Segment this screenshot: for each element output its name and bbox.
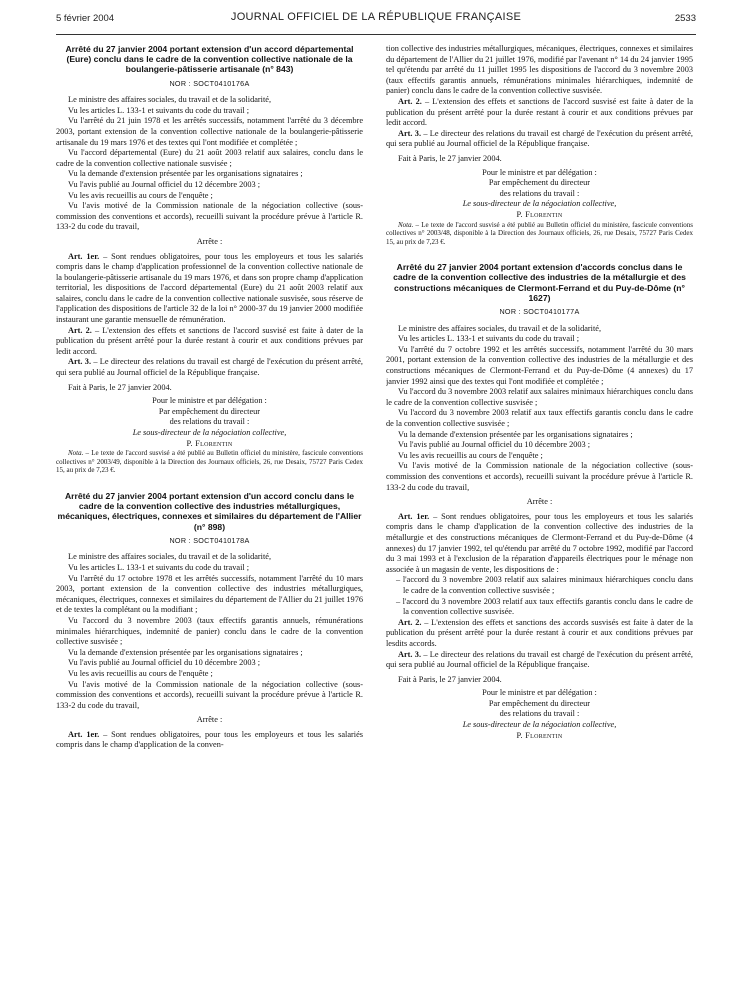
paragraph: Vu l'avis motivé de la Commission nationale de la négociation collective (sous-commission des conventions et accords), recueilli suivant la procédure prévue à l'article R. 133-2 du code du travail, [56, 679, 363, 710]
nota [56, 449, 363, 475]
paragraph: Vu l'arrêté du 17 octobre 1978 et les arrêtés successifs, notamment l'arrêté du 10 mars 2003, portant extension de la convention collective des industries métallurgiques, mécaniques, électriques, connexes et similaires du département de l'Allier du 21 juillet 1976 et de textes la complétant ou la modifiant ; [56, 573, 363, 615]
paragraph: Vu l'avis publié au Journal officiel du 10 décembre 2003 ; [398, 440, 591, 450]
article-text: – Sont rendues obligatoires, pour tous les employeurs et tous les salariés compris dans le champ d'application professionnel de la convention collective nationale de la boulangerie-pâtisserie artisanale du 19 mars 1976, et dans son propre champ d'application territorial, les dispositions de l'accord départemental (Eure) du 21 août 2003 relatif aux salaires, conclu dans le cadre de la convention collective nationale susvisée, sous réserve de l'application des dispositions de l'article 32 de la loi n° 2000-37 du 19 janvier 2000 modifiée instaurant une garantie mensuelle de rémunération. [56, 251, 363, 325]
signature-line: des relations du travail : [169, 417, 250, 427]
article-label: Art. 1er. [68, 251, 100, 261]
paragraph: Vu l'avis motivé de la Commission nationale de la négociation collective (sous-commission des conventions et accords), recueilli suivant la procédure prévue à l'article R. 133-2 du code du travail, [56, 201, 363, 232]
paragraph: Vu l'avis publié au Journal officiel du 12 décembre 2003 ; [68, 179, 261, 189]
article-3 [56, 357, 363, 378]
header-page-number: 2533 [674, 13, 696, 24]
article-2 [386, 97, 693, 129]
article-2 [386, 618, 693, 650]
header-date: 5 février 2004 [56, 13, 115, 24]
paragraph: Vu la demande d'extension présentée par les organisations signataires ; [398, 429, 633, 439]
decree-allier-continued [386, 44, 693, 246]
signature-line: Pour le ministre et par délégation : [152, 396, 267, 406]
nor-reference: NOR : SOCT0410177A [499, 307, 580, 317]
nota-text: – Le texte de l'accord susvisé a été publié au Bulletin officiel du ministère, fascicule conventions collectives n° 2003/49, disponible à la Direction des Journaux officiels, 26, rue Desaix, 75727 Paris Cedex 15, au prix de 7,23 €. [56, 449, 363, 475]
paragraph: Le ministre des affaires sociales, du travail et de la solidarité, [398, 323, 602, 333]
paragraph: Vu l'accord départemental (Eure) du 21 août 2003 relatif aux salaires, conclu dans le cadre de la convention collective nationale susvisée ; [56, 148, 363, 168]
nota-label: Nota. [68, 449, 84, 458]
right-column [386, 44, 693, 988]
decree-boulangerie [56, 44, 363, 475]
article-text: – Sont rendues obligatoires, pour tous les employeurs et tous les salariés compris dans le champ d'application de la convention collective des industries de la métallurgie et des constructions mécaniques de Clermont-Ferrand et du Puy-de-Dôme (4 annexes) du 17 janvier 1992, tel qu'étendu par arrêté du 7 octobre 1992, modifié par l'accord du 3 mai 1993 et à l'exclusion de la réparation d'appareils électriques pour le ménage non associée à un magasin de vente, les dispositions de : [386, 511, 693, 574]
article-text: – L'extension des effets et sanctions de l'accord susvisé est faite à dater de la publication du présent arrêté pour la durée restant à courir et aux conditions prévues par ledit accord. [56, 325, 363, 356]
paragraph: Vu les avis recueillis au cours de l'enquête ; [68, 668, 213, 678]
decree-title: Arrêté du 27 janvier 2004 portant extension d'un accord conclu dans le cadre de la convention collective des industries métallurgiques, mécaniques, électriques, connexes et similaires du département de l'Allier (n° 898) [57, 490, 362, 532]
signature-date: Fait à Paris, le 27 janvier 2004. [398, 153, 502, 163]
article-1-continued: tion collective des industries métallurgiques, mécaniques, électriques, connexes et similaires du département de l'Allier du 21 juillet 1976, modifié par l'avenant n° 14 du 24 janvier 1995 tel qu'étendu par arrêté du 11 juillet 1995 les dispositions de l'accord du 3 novembre 2003 (taux effectifs garantis annuels, rémunérations minimales hiérarchiques, indemnité de panier) conclu dans le cadre de la convention collective susvisée. [386, 44, 693, 96]
paragraph: Vu les articles L. 133-1 et suivants du code du travail ; [398, 334, 580, 344]
nota-label: Nota. [398, 220, 414, 229]
article-3 [386, 129, 693, 150]
article-1 [56, 730, 363, 751]
signature-line: Par empêchement du directeur [488, 698, 591, 708]
nota [386, 221, 693, 247]
signature-date: Fait à Paris, le 27 janvier 2004. [68, 382, 172, 392]
arrete-heading: Arrête : [526, 497, 553, 507]
article-text: – L'extension des effets et sanctions de l'accord susvisé est faite à dater de la publication du présent arrêté pour la durée restant à courir et aux conditions prévues par ledit accord. [386, 96, 693, 128]
signature-line: Pour le ministre et par délégation : [482, 167, 597, 177]
paragraph: Vu l'arrêté du 21 juin 1978 et les arrêtés successifs, notamment l'arrêté du 3 décembre 2003, portant extension de la convention collective nationale de la boulangerie-pâtisserie artisanale du 19 mars 1976 et des textes qui l'ont modifiée et complétée ; [56, 116, 363, 147]
article-label: Art. 3. [68, 357, 92, 367]
paragraph: Vu l'avis motivé de la Commission nationale de la négociation collective (sous-commission des conventions et accords), recueilli suivant la procédure prévue à l'article R. 133-2 du code du travail, [386, 461, 693, 492]
paragraph: Vu l'avis publié au Journal officiel du 10 décembre 2003 ; [68, 658, 261, 668]
list-item: – l'accord du 3 novembre 2003 relatif aux taux effectifs garantis conclu dans le cadre de la convention collective susvisée. [396, 596, 693, 617]
paragraph: Vu l'accord du 3 novembre 2003 relatif aux taux effectifs garantis conclu dans le cadre de la convention collective susvisée ; [386, 408, 693, 429]
article-label: Art. 2. [68, 325, 92, 335]
article-label: Art. 3. [398, 649, 422, 659]
paragraph: Vu les avis recueillis au cours de l'enquête ; [398, 450, 543, 460]
article-1 [386, 512, 693, 576]
dispositions-list [386, 575, 693, 617]
decree-clermont-ferrand [386, 262, 693, 741]
nor-reference: NOR : SOCT0410176A [169, 78, 250, 88]
paragraph: Vu les articles L. 133-1 et suivants du code du travail ; [68, 105, 250, 115]
paragraph: Vu la demande d'extension présentée par les organisations signataires ; [68, 647, 303, 657]
decree-allier [56, 491, 363, 751]
left-column [56, 44, 363, 988]
paragraph: Le ministre des affaires sociales, du travail et de la solidarité, [68, 95, 272, 105]
signatory-name: P. Florentin [516, 730, 563, 740]
paragraph: Vu la demande d'extension présentée par les organisations signataires ; [68, 169, 303, 179]
signature-line: Par empêchement du directeur [158, 406, 261, 416]
article-text: – Le directeur des relations du travail est chargé de l'exécution du présent arrêté, qui sera publié au Journal officiel de la République française. [56, 357, 363, 378]
arrete-heading: Arrête : [196, 715, 223, 725]
decree-title: Arrêté du 27 janvier 2004 portant extension d'accords conclus dans le cadre de la convention collective des industries de la métallurgie et des constructions mécaniques de Clermont-Ferrand et du Puy-de-Dôme (n° 1627) [393, 262, 686, 303]
nota-text: – Le texte de l'accord susvisé a été publié au Bulletin officiel du ministère, fascicule conventions collectives n° 2003/48, disponible à la Direction des Journaux officiels, 26, rue Desaix, 75727 Paris Cedex 15, au prix de 7,23 €. [386, 220, 693, 246]
article-text: – Le directeur des relations du travail est chargé de l'exécution du présent arrêté, qui sera publié au Journal officiel de la République française. [386, 128, 693, 149]
paragraph: Vu l'accord du 3 novembre 2003 relatif aux salaires minimaux hiérarchiques conclu dans le cadre de la convention collective susvisée ; [386, 387, 693, 407]
signature-line: Par empêchement du directeur [488, 178, 591, 188]
arrete-heading: Arrête : [196, 236, 223, 246]
article-text: – Le directeur des relations du travail est chargé de l'exécution du présent arrêté, qui sera publié au Journal officiel de la République française. [386, 649, 693, 670]
signatory-name: P. Florentin [516, 209, 563, 219]
signature-line: Pour le ministre et par délégation : [482, 688, 597, 698]
nor-reference: NOR : SOCT0410178A [169, 535, 250, 545]
article-text: – Sont rendues obligatoires, pour tous les employeurs et tous les salariés compris dans le champ d'application de la conven- [56, 729, 363, 750]
decree-title: Arrêté du 27 janvier 2004 portant extension d'un accord départemental (Eure) conclu dans le cadre de la convention collective nationale de la boulangerie-pâtisserie artisanale (n° 843) [65, 44, 354, 75]
article-label: Art. 2. [398, 96, 422, 106]
article-3 [386, 650, 693, 671]
paragraph: Le ministre des affaires sociales, du travail et de la solidarité, [68, 552, 272, 562]
article-text: – L'extension des effets et sanctions des accords susvisés est faite à dater de la publication du présent arrêté pour la durée restant à courir et aux conditions prévues par lesdits accords. [386, 617, 693, 648]
signatory-name: P. Florentin [186, 438, 233, 448]
paragraph: Vu l'arrêté du 7 octobre 1992 et les arrêtés successifs, notamment l'arrêté du 30 mars 2001, portant extension de la convention collective des industries de la métallurgie et des constructions mécaniques de Clermont-Ferrand et du Puy-de-Dôme (4 annexes) du 17 janvier 1992 ainsi que des textes qui l'ont modifiée et complétée ; [386, 344, 693, 386]
signature-line: des relations du travail : [499, 709, 580, 719]
article-label: Art. 1er. [68, 729, 100, 739]
page-header [56, 10, 696, 28]
signature-line: des relations du travail : [499, 188, 580, 198]
list-item: – l'accord du 3 novembre 2003 relatif aux salaires minimaux hiérarchiques conclu dans le cadre de la convention collective susvisée ; [396, 575, 693, 595]
signature-title: Le sous-directeur de la négociation collective, [462, 199, 617, 209]
article-label: Art. 3. [398, 128, 422, 138]
header-rule [56, 34, 696, 35]
signature-date: Fait à Paris, le 27 janvier 2004. [398, 674, 502, 684]
article-label: Art. 2. [398, 617, 422, 627]
article-1 [56, 252, 363, 326]
article-2 [56, 326, 363, 358]
article-label: Art. 1er. [398, 511, 430, 521]
signature-title: Le sous-directeur de la négociation collective, [462, 720, 617, 730]
paragraph: Vu les articles L. 133-1 et suivants du code du travail ; [68, 562, 250, 572]
paragraph: Vu l'accord du 3 novembre 2003 (taux effectifs garantis annuels, rémunérations minimales hiérarchiques, indemnité de panier) conclu dans le cadre de la convention collective susvisée ; [56, 615, 363, 647]
signature-title: Le sous-directeur de la négociation collective, [132, 428, 287, 438]
paragraph: Vu les avis recueillis au cours de l'enquête ; [68, 190, 213, 200]
header-journal-title: JOURNAL OFFICIEL DE LA RÉPUBLIQUE FRANÇAISE [230, 11, 522, 23]
